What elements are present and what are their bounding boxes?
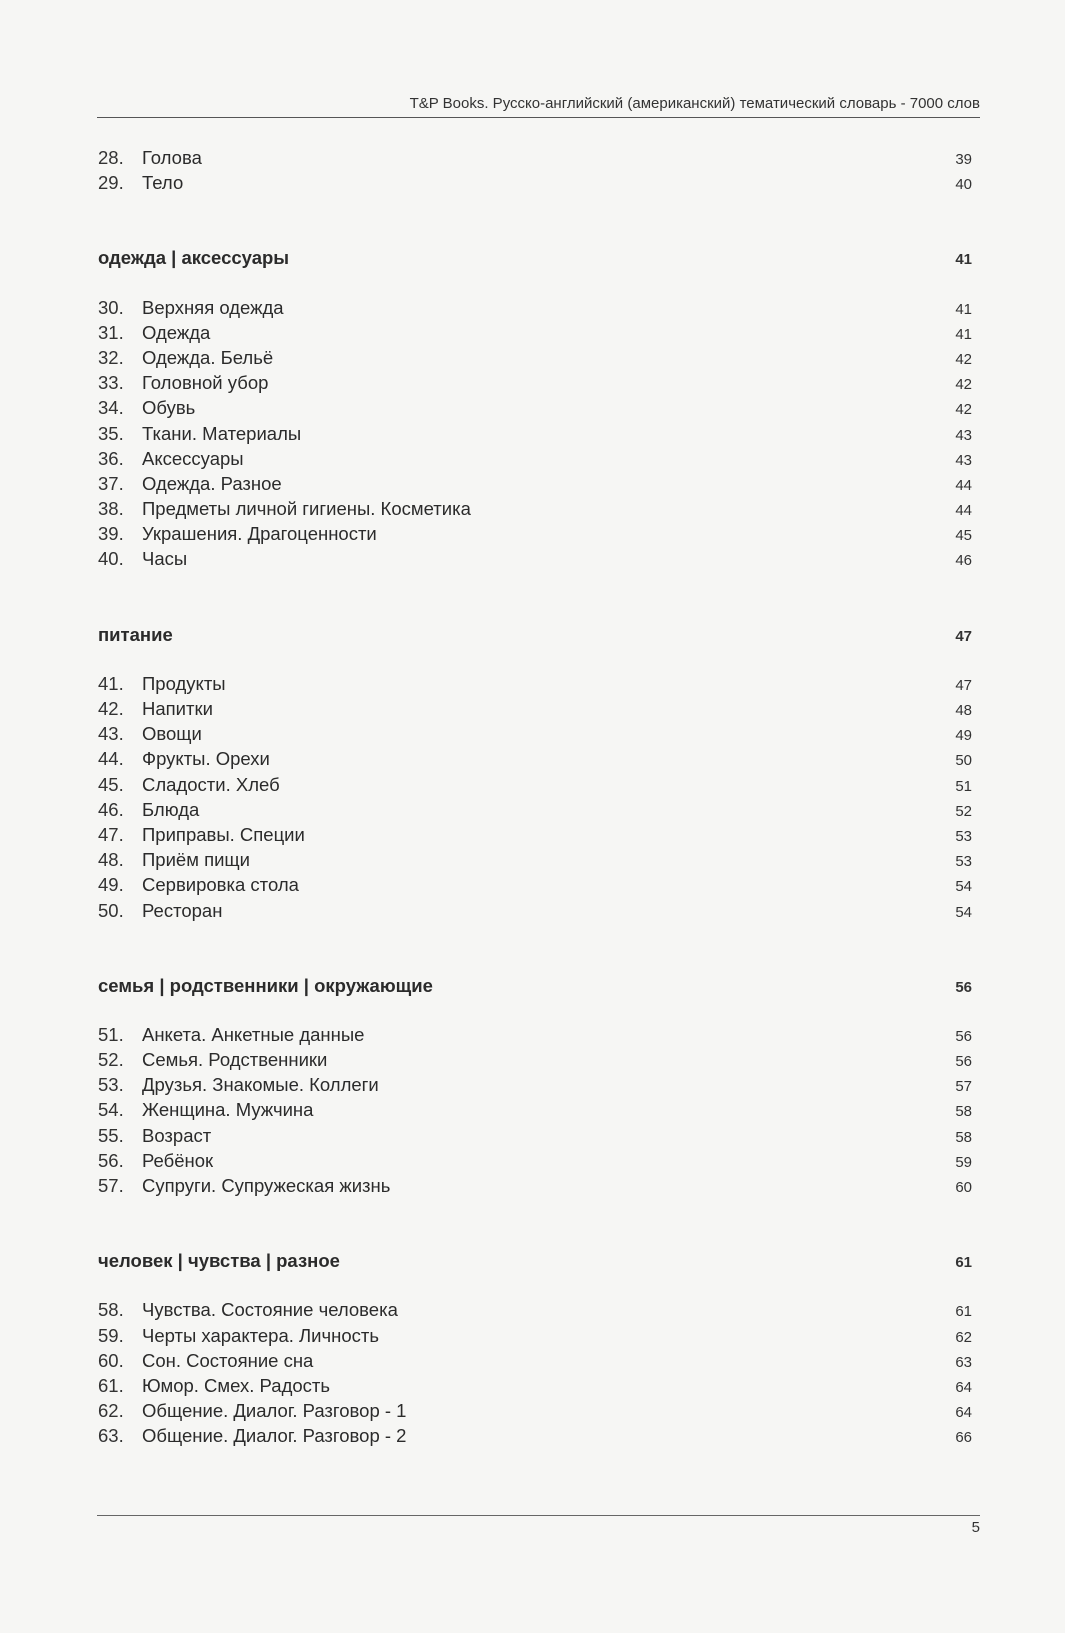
section-spacer — [98, 273, 972, 297]
entry-title: Общение. Диалог. Разговор - 1 — [142, 1400, 407, 1422]
entry-number: 48. — [98, 849, 124, 871]
entry-page-number: 40 — [955, 176, 972, 194]
entry-number: 60. — [98, 1349, 124, 1371]
entry-page-number: 62 — [955, 1328, 972, 1346]
entry-number: 31. — [98, 321, 124, 343]
section-title: одежда | аксессуары — [98, 247, 290, 269]
toc-entry — [98, 1024, 972, 1049]
section-page-number: 56 — [955, 978, 972, 996]
entry-page-number: 64 — [955, 1404, 972, 1422]
entry-page-number: 60 — [955, 1179, 972, 1196]
toc-entry — [98, 1325, 972, 1350]
entry-number: 51. — [98, 1023, 124, 1045]
entry-page-number: 63 — [955, 1353, 972, 1371]
toc-entry — [98, 147, 972, 172]
toc-entry — [98, 1299, 972, 1324]
toc-entry — [98, 347, 972, 372]
entry-title: Анкета. Анкетные данные — [142, 1023, 365, 1045]
entry-title: Одежда. Разное — [142, 472, 282, 494]
toc-entry — [98, 1375, 972, 1400]
entry-number: 41. — [98, 672, 124, 694]
entry-number: 63. — [98, 1425, 124, 1447]
toc-entry — [98, 1175, 972, 1200]
toc-entry — [98, 1074, 972, 1099]
section-spacer — [98, 1000, 972, 1024]
toc-entry — [98, 1425, 972, 1450]
toc-section-heading — [98, 247, 972, 272]
toc-entry — [98, 673, 972, 698]
toc-section-heading — [98, 975, 972, 1000]
toc-entry — [98, 523, 972, 548]
entry-page-number: 39 — [955, 151, 972, 168]
entry-number: 59. — [98, 1324, 124, 1346]
toc-section-heading — [98, 1250, 972, 1275]
toc-entry — [98, 748, 972, 773]
entry-page-number: 42 — [955, 401, 972, 419]
entry-page-number: 43 — [955, 426, 972, 444]
entry-page-number: 45 — [955, 527, 972, 545]
page-number: 5 — [971, 1519, 980, 1536]
entry-number: 56. — [98, 1149, 124, 1171]
entry-number: 35. — [98, 422, 124, 444]
section-spacer — [98, 649, 972, 673]
entry-number: 53. — [98, 1074, 124, 1096]
entry-title: Предметы личной гигиены. Косметика — [142, 498, 471, 520]
entry-title: Продукты — [142, 672, 226, 694]
entry-title: Женщина. Мужчина — [142, 1099, 314, 1121]
entry-title: Юмор. Смех. Радость — [142, 1374, 331, 1396]
toc-entry — [98, 824, 972, 849]
entry-number: 46. — [98, 798, 124, 820]
section-title: человек | чувства | разное — [98, 1250, 340, 1272]
toc-entry — [98, 397, 972, 422]
section-spacer — [98, 1200, 972, 1250]
entry-title: Чувства. Состояние человека — [142, 1299, 398, 1321]
entry-title: Блюда — [142, 798, 200, 820]
section-spacer — [98, 925, 972, 975]
entry-title: Ребёнок — [142, 1149, 214, 1171]
entry-page-number: 61 — [955, 1303, 972, 1321]
entry-page-number: 56 — [955, 1027, 972, 1045]
entry-number: 33. — [98, 372, 124, 394]
entry-page-number: 44 — [955, 502, 972, 520]
toc-entry — [98, 297, 972, 322]
entry-number: 45. — [98, 773, 124, 795]
toc-entry — [98, 423, 972, 448]
entry-number: 39. — [98, 523, 124, 545]
section-page-number: 41 — [955, 251, 972, 269]
toc-entry — [98, 498, 972, 523]
toc-entry — [98, 1099, 972, 1124]
entry-number: 49. — [98, 874, 124, 896]
entry-title: Голова — [142, 147, 202, 168]
entry-title: Фрукты. Орехи — [142, 748, 270, 770]
entry-page-number: 58 — [955, 1128, 972, 1146]
entry-title: Одежда. Бельё — [142, 346, 274, 368]
toc-entry — [98, 372, 972, 397]
toc-entry — [98, 322, 972, 347]
entry-title: Сладости. Хлеб — [142, 773, 280, 795]
entry-number: 47. — [98, 823, 124, 845]
entry-number: 28. — [98, 147, 124, 168]
entry-page-number: 42 — [955, 350, 972, 368]
toc-entry — [98, 172, 972, 197]
entry-title: Часы — [142, 548, 188, 570]
section-title: семья | родственники | окружающие — [98, 974, 433, 996]
entry-number: 57. — [98, 1175, 124, 1196]
entry-page-number: 59 — [955, 1153, 972, 1171]
entry-title: Друзья. Знакомые. Коллеги — [142, 1074, 379, 1096]
entry-number: 62. — [98, 1400, 124, 1422]
entry-page-number: 49 — [955, 727, 972, 745]
entry-title: Семья. Родственники — [142, 1049, 328, 1071]
section-title: питание — [98, 623, 173, 645]
entry-title: Овощи — [142, 723, 202, 745]
entry-page-number: 41 — [955, 300, 972, 318]
running-header: T&P Books. Русско-английский (американский) тематический словарь - 7000 слов — [409, 95, 980, 112]
entry-number: 44. — [98, 748, 124, 770]
entry-number: 30. — [98, 296, 124, 318]
toc-entry — [98, 799, 972, 824]
toc-entry — [98, 473, 972, 498]
entry-number: 58. — [98, 1299, 124, 1321]
entry-page-number: 54 — [955, 878, 972, 896]
entry-title: Супруги. Супружеская жизнь — [142, 1175, 391, 1196]
entry-title: Украшения. Драгоценности — [142, 523, 377, 545]
entry-number: 36. — [98, 447, 124, 469]
section-spacer — [98, 574, 972, 624]
entry-title: Ткани. Материалы — [142, 422, 302, 444]
entry-page-number: 52 — [955, 802, 972, 820]
entry-page-number: 57 — [955, 1078, 972, 1096]
section-spacer — [98, 1275, 972, 1299]
toc-entry — [98, 1125, 972, 1150]
entry-page-number: 46 — [955, 552, 972, 570]
section-page-number: 61 — [955, 1254, 972, 1272]
entry-number: 37. — [98, 472, 124, 494]
toc-entry — [98, 723, 972, 748]
entry-number: 52. — [98, 1049, 124, 1071]
entry-number: 54. — [98, 1099, 124, 1121]
entry-title: Верхняя одежда — [142, 296, 284, 318]
entry-number: 40. — [98, 548, 124, 570]
entry-number: 38. — [98, 498, 124, 520]
toc-entry — [98, 448, 972, 473]
entry-title: Тело — [142, 172, 184, 194]
entry-page-number: 48 — [955, 702, 972, 719]
entry-page-number: 56 — [955, 1053, 972, 1071]
entry-page-number: 50 — [955, 752, 972, 770]
entry-number: 61. — [98, 1374, 124, 1396]
entry-title: Одежда — [142, 321, 211, 343]
entry-number: 55. — [98, 1124, 124, 1146]
entry-number: 50. — [98, 899, 124, 921]
entry-title: Головной убор — [142, 372, 269, 394]
entry-title: Обувь — [142, 397, 196, 419]
entry-title: Ресторан — [142, 899, 223, 921]
entry-title: Приправы. Специи — [142, 823, 305, 845]
entry-page-number: 44 — [955, 476, 972, 494]
entry-page-number: 41 — [955, 325, 972, 343]
toc-entry — [98, 900, 972, 925]
header-divider — [97, 117, 980, 118]
toc-entry — [98, 849, 972, 874]
entry-page-number: 64 — [955, 1378, 972, 1396]
entry-number: 32. — [98, 346, 124, 368]
entry-title: Приём пищи — [142, 849, 250, 871]
entry-title: Напитки — [142, 698, 213, 719]
entry-title: Общение. Диалог. Разговор - 2 — [142, 1425, 407, 1447]
section-page-number: 47 — [955, 627, 972, 645]
toc-section-heading — [98, 624, 972, 649]
entry-page-number: 53 — [955, 853, 972, 871]
table-of-contents — [98, 147, 972, 1451]
entry-number: 34. — [98, 397, 124, 419]
footer-divider — [97, 1515, 980, 1516]
toc-entry — [98, 1049, 972, 1074]
toc-entry — [98, 774, 972, 799]
entry-page-number: 47 — [955, 676, 972, 694]
toc-entry — [98, 874, 972, 899]
entry-page-number: 58 — [955, 1103, 972, 1121]
entry-title: Сервировка стола — [142, 874, 299, 896]
toc-entry — [98, 1350, 972, 1375]
entry-number: 43. — [98, 723, 124, 745]
entry-page-number: 53 — [955, 827, 972, 845]
entry-title: Черты характера. Личность — [142, 1324, 380, 1346]
entry-title: Сон. Состояние сна — [142, 1349, 314, 1371]
entry-page-number: 54 — [955, 903, 972, 921]
entry-number: 42. — [98, 698, 124, 719]
toc-entry — [98, 548, 972, 573]
entry-page-number: 42 — [955, 376, 972, 394]
entry-title: Аксессуары — [142, 447, 244, 469]
entry-page-number: 43 — [955, 451, 972, 469]
entry-number: 29. — [98, 172, 124, 194]
toc-entry — [98, 698, 972, 723]
entry-page-number: 51 — [955, 777, 972, 795]
toc-entry — [98, 1400, 972, 1425]
section-spacer — [98, 197, 972, 247]
entry-page-number: 66 — [955, 1429, 972, 1447]
entry-title: Возраст — [142, 1124, 212, 1146]
toc-entry — [98, 1150, 972, 1175]
